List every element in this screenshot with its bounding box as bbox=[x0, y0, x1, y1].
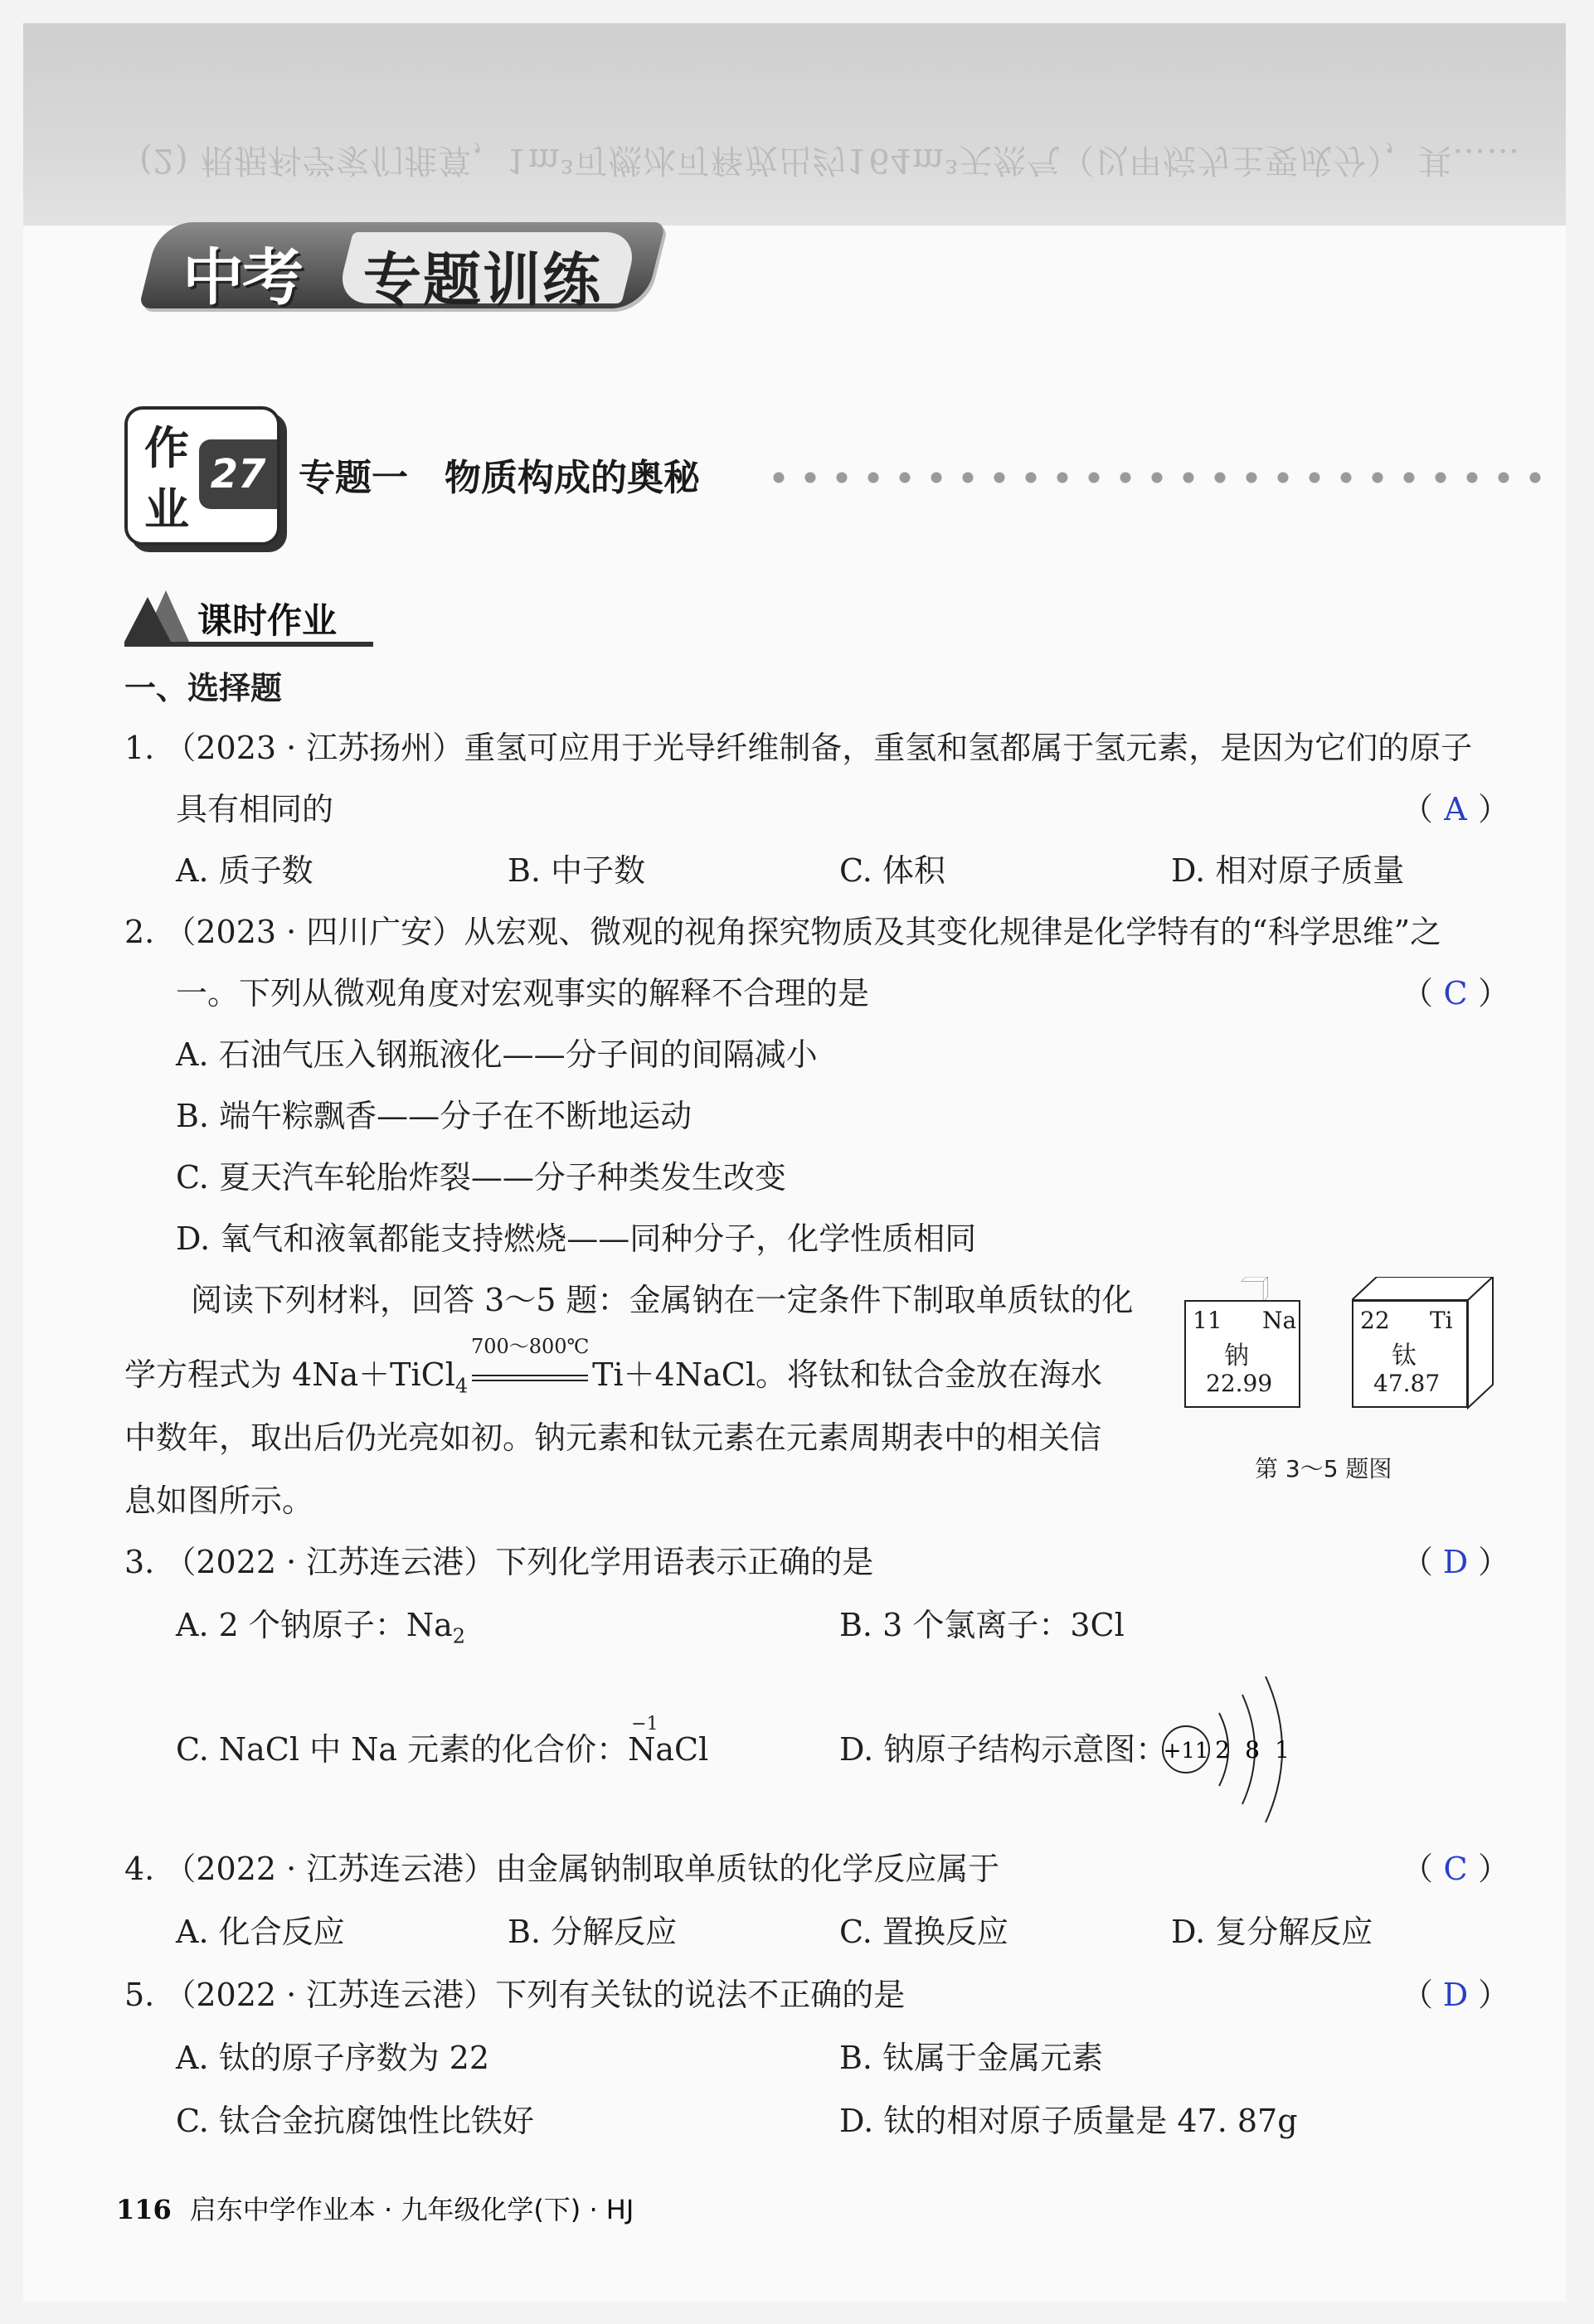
q3-option-b: B. 3 个氯离子：3Cl bbox=[839, 1607, 1125, 1643]
valence-label: −1 bbox=[631, 1714, 658, 1735]
equals-sign bbox=[472, 1375, 588, 1381]
element-name: 钛 bbox=[1392, 1342, 1417, 1371]
element-name: 钠 bbox=[1224, 1342, 1249, 1371]
q4-option-d: D. 复分解反应 bbox=[1171, 1914, 1373, 1950]
nucleus-label: +11 bbox=[1163, 1739, 1209, 1764]
reading-line1: 阅读下列材料，回答 3～5 题：金属钠在一定条件下制取单质钛的化 bbox=[191, 1282, 1134, 1318]
element-symbol: Na bbox=[1262, 1307, 1297, 1334]
q2-line1: 2. （2023 · 四川广安）从宏观、微观的视角探究物质及其变化规律是化学特有的“科学思维”之 bbox=[124, 914, 1442, 950]
section-heading bbox=[124, 590, 373, 648]
q2-line2: 一。下列从微观角度对宏观事实的解释不合理的是 bbox=[176, 975, 870, 1012]
q3-option-a: A. 2 个钠原子：$Na_2$ bbox=[176, 1607, 466, 1648]
element-card-na bbox=[1184, 1277, 1327, 1409]
q3-line1: 3. （2022 · 江苏连云港）下列化学用语表示正确的是 bbox=[124, 1544, 874, 1580]
q2-answer: （ C ） bbox=[1402, 975, 1510, 1012]
q2-option-d: D. 氧气和液氧都能支持燃烧——同种分子，化学性质相同 bbox=[176, 1220, 977, 1257]
q4-option-c: C. 置换反应 bbox=[839, 1914, 1008, 1950]
q3-answer: （ D ） bbox=[1402, 1544, 1510, 1580]
bleed-text: (2) 根据科学家们推算，1m³可燃冰可释放出约164m³天然气（以甲烷为主要成分），其…… bbox=[139, 141, 1521, 179]
homework-badge bbox=[124, 406, 280, 546]
reaction-condition: 700～800℃ bbox=[470, 1335, 590, 1358]
element-card-ti bbox=[1352, 1277, 1494, 1409]
q1-option-d: D. 相对原子质量 bbox=[1171, 852, 1405, 889]
element-number: 22 bbox=[1360, 1307, 1390, 1334]
chapter-banner bbox=[149, 214, 663, 313]
q2-option-a: A. 石油气压入钢瓶液化——分子间的间隔减小 bbox=[176, 1036, 818, 1073]
topic-title: 专题一 物质构成的奥秘 bbox=[299, 457, 700, 499]
q5-option-b: B. 钛属于金属元素 bbox=[839, 2040, 1104, 2076]
banner-left-text: 中考 bbox=[182, 242, 302, 313]
q1-option-a: A. 质子数 bbox=[176, 852, 313, 889]
q5-answer: （ D ） bbox=[1402, 1977, 1510, 2013]
q4-answer: （ C ） bbox=[1402, 1851, 1510, 1887]
previous-page-bleed bbox=[23, 23, 1566, 226]
shell-2-count: 8 bbox=[1245, 1736, 1260, 1764]
q5-option-a: A. 钛的原子序数为 22 bbox=[176, 2040, 490, 2076]
book-title: 启东中学作业本 · 九年级化学(下) · HJ bbox=[189, 2194, 634, 2225]
q1-answer: （ A ） bbox=[1402, 791, 1510, 827]
shell-3-count: 1 bbox=[1275, 1736, 1290, 1764]
reading-line3: 中数年，取出后仍光亮如初。钠元素和钛元素在元素周期表中的相关信 bbox=[124, 1419, 1102, 1456]
page-number: 116 bbox=[116, 2194, 172, 2225]
badge-char-top: 作 bbox=[144, 422, 189, 474]
part-heading: 一、选择题 bbox=[124, 670, 283, 706]
q5-option-d: D. 钛的相对原子质量是 47. 87g bbox=[839, 2103, 1298, 2139]
badge-char-bottom: 业 bbox=[144, 483, 189, 536]
element-mass: 22.99 bbox=[1206, 1370, 1273, 1397]
figure-caption: 第 3～5 题图 bbox=[1255, 1455, 1392, 1482]
banner-right-text: 专题训练 bbox=[363, 246, 602, 314]
atomic-structure-diagram bbox=[1161, 1671, 1310, 1837]
reading-line2: 学方程式为 4Na＋TiCl$_4$ 700～800℃ Ti＋4NaCl。将钛和钛合金放在海水 bbox=[124, 1355, 1102, 1406]
q1-line2: 具有相同的 bbox=[176, 791, 334, 827]
q4-option-b: B. 分解反应 bbox=[508, 1914, 678, 1950]
q5-option-c: C. 钛合金抗腐蚀性比铁好 bbox=[176, 2103, 534, 2139]
q4-option-a: A. 化合反应 bbox=[176, 1914, 345, 1950]
shell-1-count: 2 bbox=[1215, 1736, 1230, 1764]
page-footer bbox=[116, 2189, 634, 2227]
q2-option-c: C. 夏天汽车轮胎炸裂——分子种类发生改变 bbox=[176, 1159, 786, 1196]
q1-option-c: C. 体积 bbox=[839, 852, 945, 889]
q2-option-b: B. 端午粽飘香——分子在不断地运动 bbox=[176, 1098, 693, 1134]
homework-number: 27 bbox=[199, 439, 277, 509]
element-mass: 47.87 bbox=[1373, 1370, 1441, 1397]
element-number: 11 bbox=[1193, 1307, 1222, 1334]
q4-line1: 4. （2022 · 江苏连云港）由金属钠制取单质钛的化学反应属于 bbox=[124, 1851, 1000, 1887]
q3-option-c: C. NaCl 中 Na 元素的化合价： −1 NaCl bbox=[176, 1730, 708, 1769]
q5-line1: 5. （2022 · 江苏连云港）下列有关钛的说法不正确的是 bbox=[124, 1977, 906, 2013]
section-label: 课时作业 bbox=[197, 600, 338, 641]
element-symbol: Ti bbox=[1430, 1307, 1453, 1334]
dotted-rule bbox=[763, 469, 1559, 486]
q1-option-b: B. 中子数 bbox=[508, 852, 646, 889]
reading-line4: 息如图所示。 bbox=[124, 1482, 314, 1519]
q1-line1: 1. （2023 · 江苏扬州）重氢可应用于光导纤维制备，重氢和氢都属于氢元素，是因为它们的原子 bbox=[124, 730, 1473, 766]
q3-option-d: D. 钠原子结构示意图： bbox=[839, 1731, 1168, 1768]
